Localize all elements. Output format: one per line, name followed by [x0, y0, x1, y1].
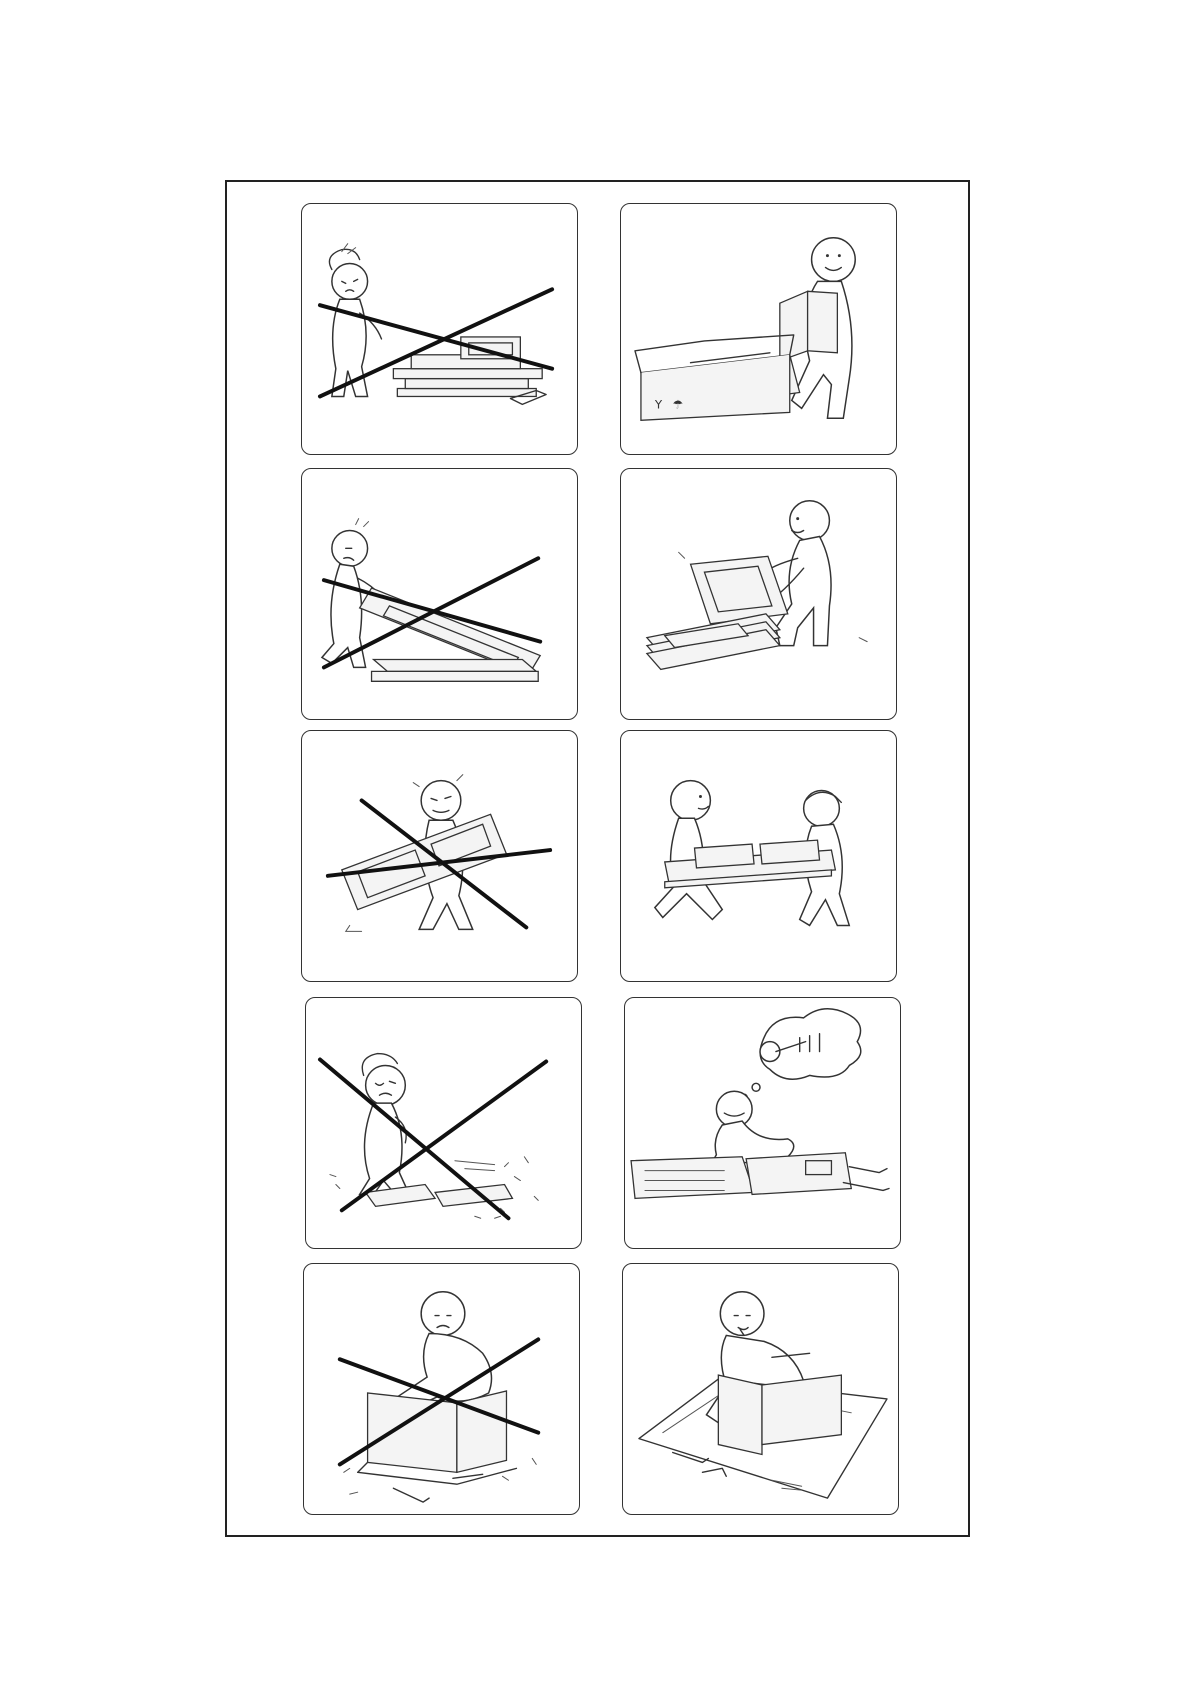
person-reading-manual-illustration: [621, 204, 896, 454]
keep-dry-umbrella-symbol: ☂: [672, 397, 684, 412]
panel-unpack-right: [620, 203, 897, 455]
glass-fragile-symbol: Y: [654, 397, 663, 412]
panel-parts-wrong: [305, 997, 582, 1249]
panel-floor-right: [622, 1263, 899, 1515]
assembling-on-hard-floor-illustration: [304, 1264, 579, 1514]
panel-carry-wrong: [301, 730, 578, 982]
panel-lift-right: [620, 468, 897, 720]
panel-floor-wrong: [303, 1263, 580, 1515]
panel-unpack-wrong: [301, 203, 578, 455]
panel-parts-right: [624, 997, 901, 1249]
single-person-carrying-panel-illustration: [302, 731, 577, 981]
assembling-on-protective-sheet-illustration: [623, 1264, 898, 1514]
person-dragging-panel-illustration: [302, 469, 577, 719]
person-lifting-panel-carefully-illustration: [621, 469, 896, 719]
panel-lift-wrong: [301, 468, 578, 720]
confused-person-near-boards-illustration: [302, 204, 577, 454]
confused-person-scattered-parts-illustration: [306, 998, 581, 1248]
panel-carry-right: [620, 730, 897, 982]
person-sorting-parts-with-manual-illustration: [625, 998, 900, 1248]
two-people-carrying-panel-illustration: [621, 731, 896, 981]
